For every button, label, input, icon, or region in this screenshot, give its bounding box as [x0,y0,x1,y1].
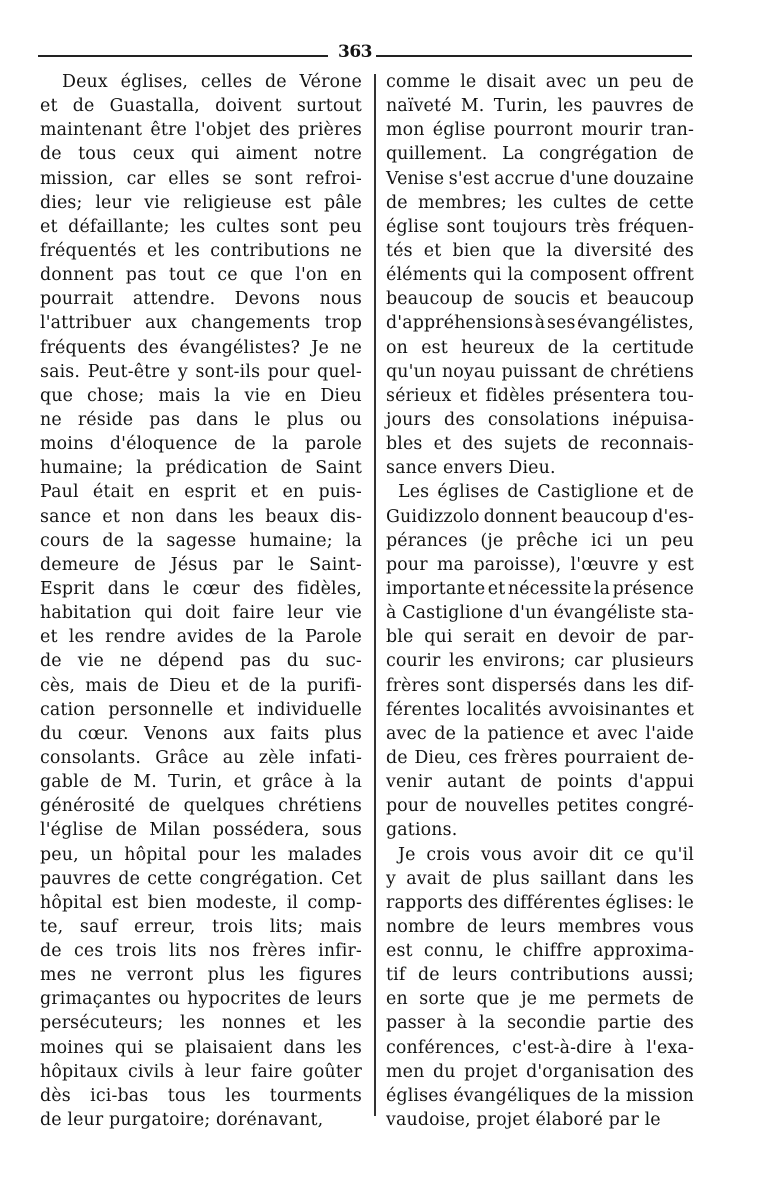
text-line: l'attribuer aux changements trop [40,313,362,334]
text-line: Guidizzolo donnent beaucoup d'es- [386,506,694,527]
text-line: y avait de plus saillant dans les [386,868,694,889]
right-column [386,70,694,1132]
text-line: et défaillante; les cultes sont peu [40,216,362,237]
text-line: venir autant de points d'appui [386,772,694,793]
text-line: de leur purgatoire; dorénavant, [40,1110,324,1131]
text-line: de Dieu, ces frères pourraient de- [386,747,694,768]
text-line: passer à la secondie partie des [386,1013,694,1034]
text-line: Je crois vous avoir dit ce qu'il [398,844,694,865]
text-line: église sont toujours très fréquen- [386,216,694,237]
text-line: Esprit dans le cœur des fidèles, [40,578,362,599]
text-line: mon église pourront mourir tran- [386,120,694,141]
text-line: courir les environs; car plusieurs [386,651,694,672]
text-line: et de Guastalla, doivent surtout [40,96,362,117]
page-number: 363 [338,42,372,62]
text-line: nombre de leurs membres vous [386,916,694,937]
text-line: cours de la sagesse humaine; la [40,530,362,551]
text-line: ne réside pas dans le plus ou [40,409,362,430]
text-line: fréquentés et les contributions ne [40,240,362,261]
text-line: générosité de quelques chrétiens [40,796,362,817]
text-line: Paul était en esprit et en puis- [40,482,362,503]
text-line: maintenant être l'objet des prières [40,120,362,141]
text-line: te, sauf erreur, trois lits; mais [40,916,362,937]
text-line: quillement. La congrégation de [386,144,694,165]
text-line: tif de leurs contributions aussi; [386,965,694,986]
text-line: vaudoise, projet élaboré par le [386,1110,661,1131]
text-line: hôpitaux civils à leur faire goûter [40,1061,362,1082]
text-line: demeure de Jésus par le Saint- [40,554,362,575]
text-line: grimaçantes ou hypocrites de leurs [40,989,362,1010]
text-line: d'appréhensions à ses évangélistes, [386,313,694,334]
text-line: sérieux et fidèles présentera tou- [386,385,694,406]
text-line: qu'un noyau puissant de chrétiens [386,361,694,382]
text-line: dès ici-bas tous les tourments [40,1085,362,1106]
text-line: bles et des sujets de reconnais- [386,434,694,455]
text-line: de vie ne dépend pas du suc- [40,651,362,672]
text-line: moins d'éloquence de la parole [40,434,362,455]
text-line: consolants. Grâce au zèle infati- [40,747,362,768]
text-line: humaine; la prédication de Saint [40,458,362,479]
text-line: sance envers Dieu. [386,458,556,479]
text-line: Les églises de Castiglione et de [398,482,694,503]
text-line: pour ma paroisse), l'œuvre y est [386,554,694,575]
text-line: dies; leur vie religieuse est pâle [40,192,362,213]
text-line: hôpital est bien modeste, il comp- [40,892,362,913]
text-line: églises évangéliques de la mission [386,1085,694,1106]
text-line: est connu, le chiffre approxima- [386,941,694,962]
text-line: jours des consolations inépuisa- [386,409,694,430]
text-line: mission, car elles se sont refroi- [40,168,362,189]
text-line: rapports des différentes églises: le [386,892,694,913]
text-line: férentes localités avvoisinantes et [386,699,694,720]
text-line: pauvres de cette congrégation. Cet [40,868,362,889]
text-line: frères sont dispersés dans les dif- [386,675,694,696]
text-line: avec de la patience et avec l'aide [386,723,694,744]
text-line: que chose; mais la vie en Dieu [40,385,362,406]
text-line: sais. Peut-être y sont-ils pour quel- [40,361,362,382]
text-line: l'église de Milan possédera, sous [40,820,362,841]
text-line: donnent pas tout ce que l'on en [40,265,362,286]
left-column [40,70,362,1132]
text-line: Venise s'est accrue d'une douzaine [386,168,694,189]
text-line: tés et bien que la diversité des [386,240,694,261]
text-line: peu, un hôpital pour les malades [40,844,362,865]
text-line: cation personnelle et individuelle [40,699,362,720]
text-line: pourrait attendre. Devons nous [40,289,362,310]
text-line: de membres; les cultes de cette [386,192,694,213]
text-line: on est heureux de la certitude [386,337,694,358]
text-line: ble qui serait en devoir de par- [386,627,694,648]
text-line: à Castiglione d'un évangéliste sta- [386,603,694,624]
column-divider [374,74,376,1116]
text-line: beaucoup de soucis et beaucoup [386,289,694,310]
text-line: de ces trois lits nos frères infir- [40,941,362,962]
text-line: cès, mais de Dieu et de la purifi- [40,675,362,696]
text-line: persécuteurs; les nonnes et les [40,1013,362,1034]
text-line: Deux églises, celles de Vérone [62,72,362,92]
text-line: pour de nouvelles petites congré- [386,796,694,817]
text-line: conférences, c'est-à-dire à l'exa- [386,1037,694,1058]
text-line: gable de M. Turin, et grâce à la [40,772,362,793]
text-line: du cœur. Venons aux faits plus [40,723,362,744]
text-line: en sorte que je me permets de [386,989,694,1010]
text-line: sance et non dans les beaux dis- [40,506,362,527]
text-line: de tous ceux qui aiment notre [40,144,362,165]
text-line: éléments qui la composent offrent [386,265,694,286]
header-rule-right [376,55,692,57]
text-line: naïveté M. Turin, les pauvres de [386,96,694,117]
text-line: mes ne verront plus les figures [40,965,362,986]
text-line: gations. [386,820,458,841]
header-rule-left [38,55,328,57]
text-line: et les rendre avides de la Parole [40,627,362,648]
text-line: pérances (je prêche ici un peu [386,530,694,551]
text-line: comme le disait avec un peu de [386,72,694,92]
text-line: fréquents des évangélistes? Je ne [40,337,362,358]
text-line: moines qui se plaisaient dans les [40,1037,362,1058]
text-line: importante et nécessite la présence [386,578,694,599]
text-line: habitation qui doit faire leur vie [40,603,362,624]
text-line: men du projet d'organisation des [386,1061,694,1082]
